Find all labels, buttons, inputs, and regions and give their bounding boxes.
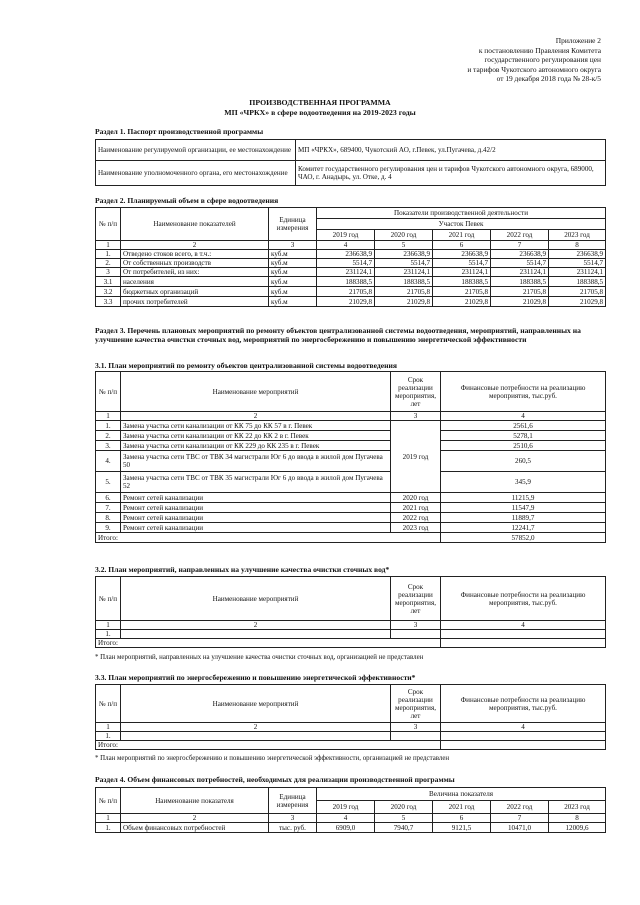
table-cell: куб.м	[269, 259, 317, 268]
column-number-row	[96, 814, 606, 823]
table-cell: 231124,1	[317, 268, 375, 277]
table-row	[96, 503, 606, 513]
table-row	[96, 431, 606, 441]
table-header-row	[96, 372, 606, 412]
table-row	[96, 297, 606, 307]
section2-heading: Раздел 2. Планируемый объем в сфере водоотведения	[95, 196, 279, 205]
section4-heading: Раздел 4. Объем финансовых потребностей, необходимых для реализации производственной программы	[95, 775, 455, 784]
section3-heading: Раздел 3. Перечень плановых мероприятий по ремонту объектов централизованной системы водоотведения, мероприятий, направленных на улучшение качества очистки сточных вод, мероприятий по энергосбережению и повышению энергетической эффективности	[95, 326, 581, 345]
table-cell: Отведено стоков всего, в т.ч.:	[121, 250, 269, 259]
table-cell: 7	[491, 814, 549, 823]
table-cell: 3.1	[96, 277, 121, 287]
table-row	[96, 441, 606, 451]
table-cell: Замена участка сети канализации от КК 22 до КК 2 в г. Певек	[121, 431, 391, 441]
table-cell: 21029,8	[549, 297, 606, 307]
table-cell: 2023 год	[391, 523, 441, 533]
table-cell: Замена участка сети канализации от КК 229 до КК 235 в г. Певек	[121, 441, 391, 451]
table-cell: Ремонт сетей канализации	[121, 513, 391, 523]
appendix-line: государственного регулирования цен	[484, 55, 601, 65]
table-cell: 1.	[96, 732, 121, 741]
financial-needs-table	[95, 787, 606, 833]
column-number-row	[96, 621, 606, 630]
header-cell: Наименование показателей	[121, 208, 269, 241]
table-row	[96, 523, 606, 533]
section3-1-heading: 3.1. План мероприятий по ремонту объектов централизованной системы водоотведения	[95, 361, 397, 370]
header-cell: 2023 год	[549, 230, 606, 241]
header-cell: 2020 год	[375, 230, 433, 241]
table-cell: 21029,8	[317, 297, 375, 307]
table-row	[96, 277, 606, 287]
table-cell: 4.	[96, 451, 121, 472]
table-cell: 21705,8	[375, 287, 433, 297]
table-cell	[391, 630, 441, 639]
table-row	[96, 287, 606, 297]
passport-table	[95, 139, 606, 186]
table-row	[96, 493, 606, 503]
section3-2-heading: 3.2. План мероприятий, направленных на улучшение качества очистки сточных вод*	[95, 565, 390, 574]
table-cell: 4	[317, 241, 375, 250]
table-cell: 3.3	[96, 297, 121, 307]
table-cell: Ремонт сетей канализации	[121, 493, 391, 503]
table-cell: 11215,9	[441, 493, 606, 503]
table-header-row	[96, 208, 606, 219]
table-cell: От потребителей, из них:	[121, 268, 269, 277]
appendix-line: и тарифов Чукотского автономного округа	[467, 64, 601, 74]
total-label: Итого:	[96, 533, 441, 543]
table-cell: куб.м	[269, 268, 317, 277]
table-cell: 188388,5	[491, 277, 549, 287]
table-cell: Замена участка сети ТВС от ТВК 35 магистрали Юг 6 до ввода в жилой дом Пугачева 52	[121, 472, 391, 493]
table-cell: 2019 год	[391, 421, 441, 493]
table-cell: Объем финансовых потребностей	[121, 823, 269, 833]
table-cell: МП «ЧРКХ», 689400, Чукотский АО, г.Певек, ул.Пугачева, д.42/2	[296, 140, 606, 161]
table-cell: 5514,7	[491, 259, 549, 268]
table-row	[96, 140, 606, 161]
section1-heading: Раздел 1. Паспорт производственной программы	[95, 127, 264, 136]
table-cell: 6	[433, 814, 491, 823]
table-row	[96, 421, 606, 431]
header-cell: Наименование мероприятий	[121, 372, 391, 412]
table-cell: 3	[269, 241, 317, 250]
table-cell: 2	[121, 814, 269, 823]
header-cell: Финансовые потребности на реализацию мероприятия, тыс.руб.	[441, 685, 606, 723]
table-cell: 1.	[96, 823, 121, 833]
table-cell: тыс. руб.	[269, 823, 317, 833]
header-cell: Единица измерения	[269, 208, 317, 241]
table-cell: 21705,8	[549, 287, 606, 297]
table-row	[96, 268, 606, 277]
table-cell: 188388,5	[375, 277, 433, 287]
table-cell: 8.	[96, 513, 121, 523]
appendix-line: к постановлению Правления Комитета	[478, 45, 601, 55]
table-cell: 3.	[96, 441, 121, 451]
table-cell: Замена участка сети канализации от КК 75 до КК 57 в г. Певек	[121, 421, 391, 431]
header-cell: № п/п	[96, 208, 121, 241]
table-cell: 9121,5	[433, 823, 491, 833]
repair-plan-table	[95, 371, 606, 543]
table-cell: куб.м	[269, 297, 317, 307]
total-label: Итого:	[96, 741, 441, 750]
table-cell: Комитет государственного регулирования цен и тарифов Чукотского автономного округа, 689000, ЧАО, г. Анадырь, ул. Отке, д. 4	[296, 161, 606, 186]
table-row	[96, 472, 606, 493]
table-cell: 21705,8	[491, 287, 549, 297]
table-cell: 4	[317, 814, 375, 823]
table-cell: 345,9	[441, 472, 606, 493]
header-cell: № п/п	[96, 685, 121, 723]
table-cell: 21029,8	[433, 297, 491, 307]
table-cell: 10471,0	[491, 823, 549, 833]
table-cell: 2561,6	[441, 421, 606, 431]
table-cell: Ремонт сетей канализации	[121, 523, 391, 533]
table-cell: 2	[121, 241, 269, 250]
table-cell	[121, 732, 391, 741]
table-cell	[441, 732, 606, 741]
water-quality-plan-table	[95, 576, 606, 648]
table-cell: 1.	[96, 630, 121, 639]
section3-3-heading: 3.3. План мероприятий по энергосбережению и повышению энергетической эффективности*	[95, 673, 416, 682]
table-cell: 236638,9	[317, 250, 375, 259]
table-cell: 4	[441, 621, 606, 630]
header-cell: Наименование мероприятий	[121, 577, 391, 621]
table-cell: 1	[96, 723, 121, 732]
table-cell: 5	[375, 814, 433, 823]
table-row	[96, 451, 606, 472]
table-row	[96, 250, 606, 259]
table-cell: 1	[96, 412, 121, 421]
table-cell: 5	[375, 241, 433, 250]
footnote: * План мероприятий по энергосбережению и повышению энергетической эффективности, организацией не представлен	[95, 755, 450, 762]
table-cell: 3.2	[96, 287, 121, 297]
table-cell: 3	[391, 621, 441, 630]
table-cell: 2510,6	[441, 441, 606, 451]
table-cell: 5514,7	[433, 259, 491, 268]
table-cell	[441, 630, 606, 639]
header-cell: Финансовые потребности на реализацию мероприятия, тыс.руб.	[441, 372, 606, 412]
header-cell: Показатели производственной деятельности	[317, 208, 606, 219]
table-cell: 7.	[96, 503, 121, 513]
table-cell: 6.	[96, 493, 121, 503]
table-cell: 12009,6	[549, 823, 606, 833]
table-cell: 1	[96, 241, 121, 250]
table-cell: 1.	[96, 250, 121, 259]
table-cell: 231124,1	[491, 268, 549, 277]
table-cell: 5514,7	[375, 259, 433, 268]
table-cell: 2022 год	[391, 513, 441, 523]
header-cell: Наименование мероприятий	[121, 685, 391, 723]
table-cell: 21029,8	[491, 297, 549, 307]
header-cell: № п/п	[96, 788, 121, 814]
table-cell: 21705,8	[433, 287, 491, 297]
table-row	[96, 513, 606, 523]
table-cell: 236638,9	[549, 250, 606, 259]
header-cell: Срок реализации мероприятия, лет	[391, 685, 441, 723]
footnote: * План мероприятий, направленных на улучшение качества очистки сточных вод, организацией не представлен	[95, 654, 424, 661]
table-cell: 2.	[96, 431, 121, 441]
header-cell: № п/п	[96, 372, 121, 412]
table-cell: 260,5	[441, 451, 606, 472]
table-cell: Замена участка сети ТВС от ТВК 34 магистрали Юг 6 до ввода в жилой дом Пугачева 50	[121, 451, 391, 472]
table-cell: куб.м	[269, 287, 317, 297]
table-row	[96, 823, 606, 833]
table-cell: Наименование регулируемой организации, ее местонахождение	[96, 140, 296, 161]
energy-plan-table	[95, 684, 606, 750]
table-cell: 8	[549, 241, 606, 250]
header-cell: 2021 год	[433, 801, 491, 814]
column-number-row	[96, 241, 606, 250]
header-cell: 2019 год	[317, 230, 375, 241]
table-cell: 1	[96, 621, 121, 630]
table-cell: населения	[121, 277, 269, 287]
table-cell: 2021 год	[391, 503, 441, 513]
table-cell: 5.	[96, 472, 121, 493]
table-row	[96, 161, 606, 186]
table-cell: 3	[391, 412, 441, 421]
table-cell: 5514,7	[549, 259, 606, 268]
table-cell: 2	[121, 621, 391, 630]
header-cell: 2021 год	[433, 230, 491, 241]
table-cell: 2	[121, 723, 391, 732]
total-row	[96, 533, 606, 543]
column-number-row	[96, 723, 606, 732]
appendix-block	[467, 36, 601, 84]
table-cell: 4	[441, 723, 606, 732]
table-cell	[121, 630, 391, 639]
table-header-row	[96, 685, 606, 723]
table-cell: бюджетных организаций	[121, 287, 269, 297]
header-cell: Наименование показателя	[121, 788, 269, 814]
title-line: МП «ЧРКХ» в сфере водоотведения на 2019-2023 годы	[224, 107, 416, 117]
table-header-row	[96, 788, 606, 801]
table-cell: 1.	[96, 421, 121, 431]
document-title	[0, 98, 640, 117]
table-cell: 231124,1	[375, 268, 433, 277]
header-cell: Срок реализации мероприятия, лет	[391, 372, 441, 412]
table-cell: 188388,5	[433, 277, 491, 287]
table-cell: куб.м	[269, 250, 317, 259]
title-line: ПРОИЗВОДСТВЕННАЯ ПРОГРАММА	[249, 98, 391, 107]
table-header-row	[96, 577, 606, 621]
header-cell: Срок реализации мероприятия, лет	[391, 577, 441, 621]
table-cell: 231124,1	[549, 268, 606, 277]
volume-table	[95, 207, 606, 307]
total-row	[96, 639, 606, 648]
header-cell: 2019 год	[317, 801, 375, 814]
total-row	[96, 741, 606, 750]
table-cell: 236638,9	[433, 250, 491, 259]
header-cell: № п/п	[96, 577, 121, 621]
header-cell: 2020 год	[375, 801, 433, 814]
header-cell: 2022 год	[491, 230, 549, 241]
header-cell: 2022 год	[491, 801, 549, 814]
table-cell: 11889,7	[441, 513, 606, 523]
total-value: 57852,0	[441, 533, 606, 543]
total-value	[441, 639, 606, 648]
table-row	[96, 259, 606, 268]
table-cell: 7	[491, 241, 549, 250]
table-cell: 11547,9	[441, 503, 606, 513]
table-cell: 236638,9	[375, 250, 433, 259]
table-cell: Ремонт сетей канализации	[121, 503, 391, 513]
table-cell: 9.	[96, 523, 121, 533]
table-cell: 236638,9	[491, 250, 549, 259]
table-cell: 3	[96, 268, 121, 277]
table-cell: 2020 год	[391, 493, 441, 503]
table-cell	[391, 732, 441, 741]
table-cell: прочих потребителей	[121, 297, 269, 307]
header-cell: 2023 год	[549, 801, 606, 814]
appendix-line: от 19 декабря 2018 года № 28-к/5	[496, 74, 601, 84]
total-label: Итого:	[96, 639, 441, 648]
table-cell: 5278,1	[441, 431, 606, 441]
table-row	[96, 630, 606, 639]
table-cell: куб.м	[269, 277, 317, 287]
header-cell: Величина показателя	[317, 788, 606, 801]
table-cell: 8	[549, 814, 606, 823]
table-cell: 2.	[96, 259, 121, 268]
column-number-row	[96, 412, 606, 421]
table-cell: 6909,0	[317, 823, 375, 833]
header-cell: Участок Певек	[317, 219, 606, 230]
table-cell: 3	[269, 814, 317, 823]
header-cell: Единица измерения	[269, 788, 317, 814]
table-cell: От собственных производств	[121, 259, 269, 268]
table-cell: 4	[441, 412, 606, 421]
table-cell: 21029,8	[375, 297, 433, 307]
table-cell: 2	[121, 412, 391, 421]
table-cell: 188388,5	[549, 277, 606, 287]
table-row	[96, 732, 606, 741]
table-cell: 231124,1	[433, 268, 491, 277]
appendix-line: Приложение 2	[555, 36, 601, 45]
total-value	[441, 741, 606, 750]
table-cell: 7940,7	[375, 823, 433, 833]
table-cell: 21705,8	[317, 287, 375, 297]
header-cell: Финансовые потребности на реализацию мероприятия, тыс.руб.	[441, 577, 606, 621]
table-cell: 6	[433, 241, 491, 250]
table-cell: 1	[96, 814, 121, 823]
table-cell: 188388,5	[317, 277, 375, 287]
table-cell: Наименование уполномоченного органа, его местонахождение	[96, 161, 296, 186]
table-cell: 12241,7	[441, 523, 606, 533]
table-cell: 5514,7	[317, 259, 375, 268]
table-cell: 3	[391, 723, 441, 732]
